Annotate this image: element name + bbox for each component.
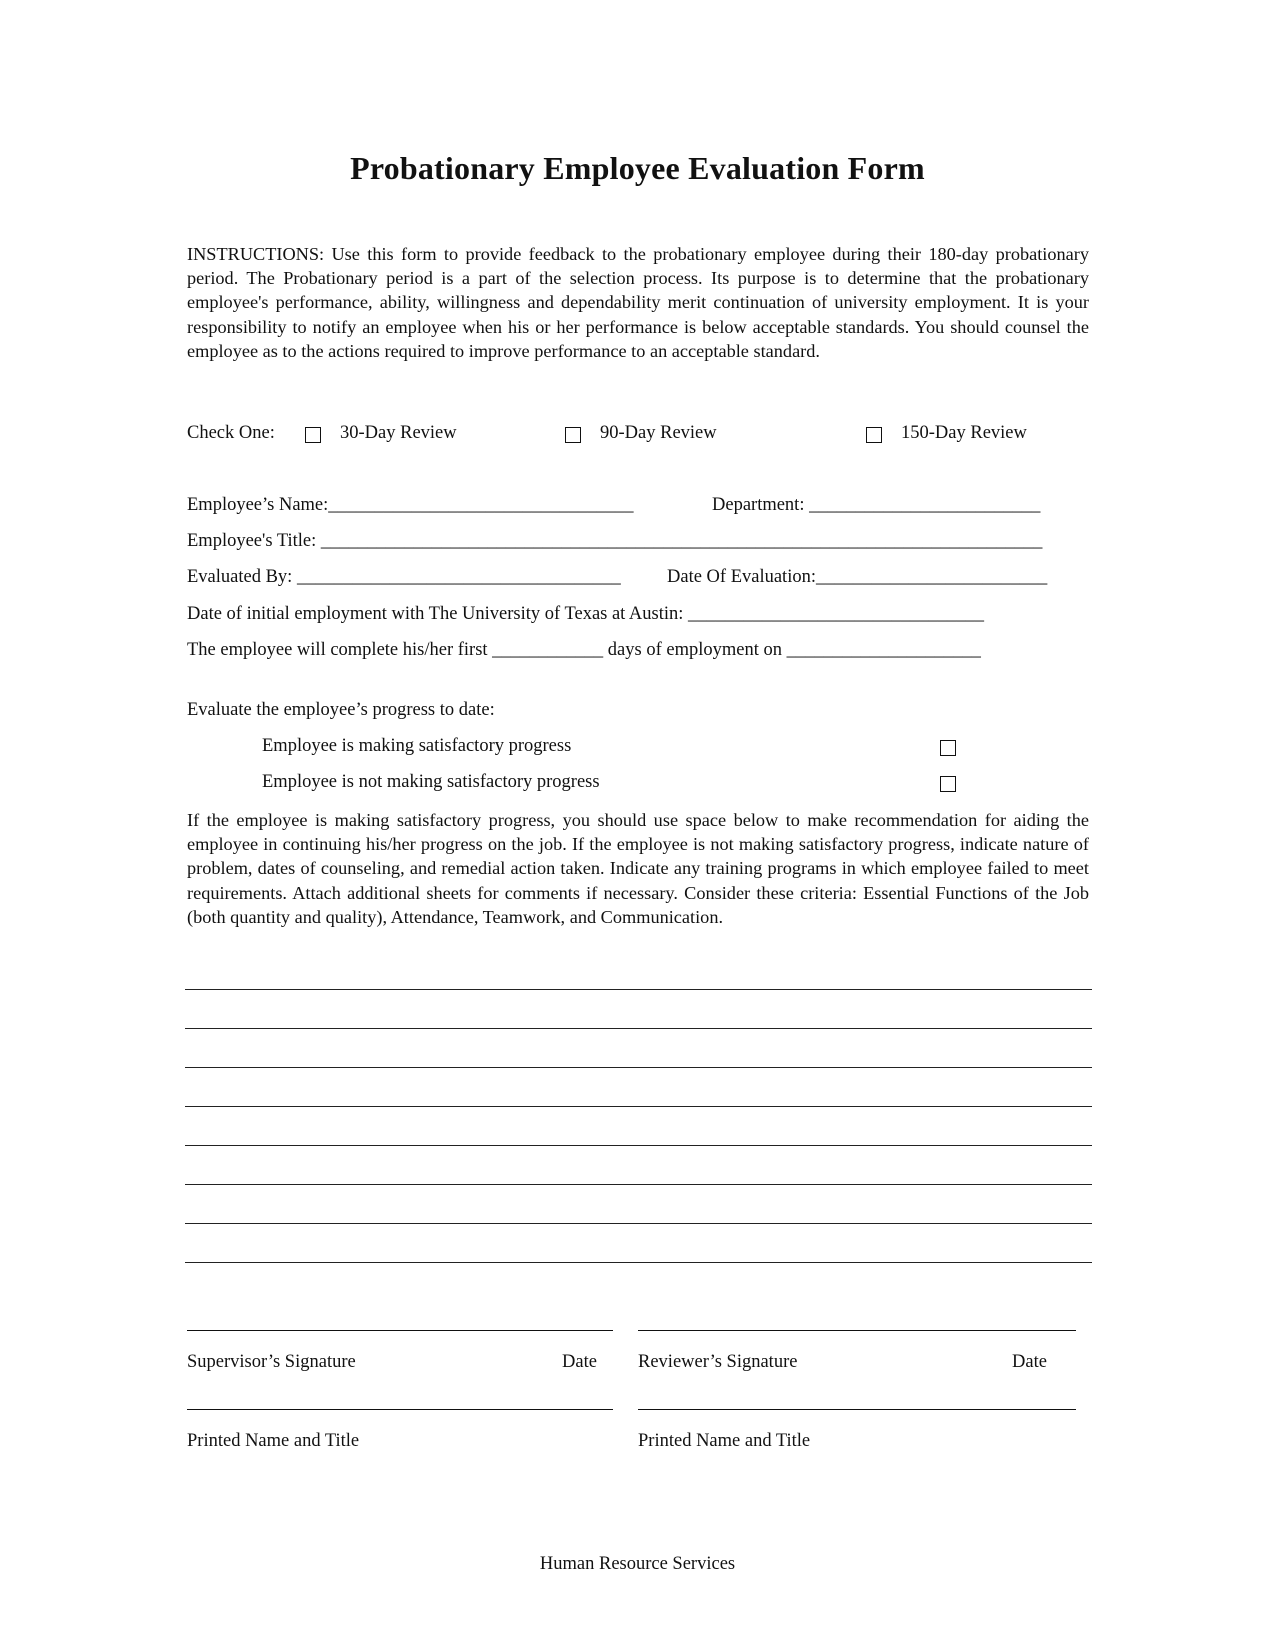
comment-line[interactable] <box>185 1067 1092 1068</box>
option-150-day-label: 150-Day Review <box>901 423 1027 443</box>
supervisor-signature-line[interactable] <box>187 1330 613 1331</box>
employee-title-field[interactable]: Employee's Title: ______________________________________________________________________________ <box>187 531 1043 551</box>
initial-employment-field[interactable]: Date of initial employment with The University of Texas at Austin: ________________________________ <box>187 604 985 624</box>
supervisor-signature-label: Supervisor’s Signature <box>187 1352 356 1372</box>
supervisor-date-label: Date <box>562 1352 597 1372</box>
comment-line[interactable] <box>185 1184 1092 1185</box>
comment-line[interactable] <box>185 1223 1092 1224</box>
satisfactory-label: Employee is making satisfactory progress <box>262 736 572 756</box>
instructions-paragraph: INSTRUCTIONS: Use this form to provide feedback to the probationary employee during their 180-day probationary period. The Probationary period is a part of the selection process. Its purpose is to determine that the probationary employee's performance, ability, willingness and dependability merit continuation of university employment. It is your responsibility to notify an employee when his or her performance is below acceptable standards. You should counsel the employee as to the actions required to improve performance to an acceptable standard. <box>187 244 1089 361</box>
reviewer-signature-label: Reviewer’s Signature <box>638 1352 798 1372</box>
option-90-day-label: 90-Day Review <box>600 423 717 443</box>
department-field[interactable]: Department: _________________________ <box>712 495 1041 515</box>
check-one-label: Check One: <box>187 423 275 443</box>
checkbox-30-day[interactable] <box>305 427 321 443</box>
employee-name-field[interactable]: Employee’s Name:_________________________________ <box>187 495 634 515</box>
printed-name-line-left[interactable] <box>187 1409 613 1410</box>
reviewer-date-label: Date <box>1012 1352 1047 1372</box>
guidance-paragraph: If the employee is making satisfactory progress, you should use space below to make recommendation for aiding the employee in continuing his/her progress on the job. If the employee is not making satisfactory progress, indicate nature of problem, dates of counseling, and remedial action taken. Indicate any training programs in which employee failed to meet requirements. Attach additional sheets for comments if necessary. Consider these criteria: Essential Functions of the Job (both quantity and quality), Attendance, Teamwork, and Communication. <box>187 810 1089 927</box>
printed-name-label-right: Printed Name and Title <box>638 1431 811 1451</box>
reviewer-signature-line[interactable] <box>638 1330 1076 1331</box>
date-of-evaluation-field[interactable]: Date Of Evaluation:_________________________ <box>667 567 1048 587</box>
checkbox-not-satisfactory[interactable] <box>940 776 956 792</box>
checkbox-150-day[interactable] <box>866 427 882 443</box>
evaluated-by-field[interactable]: Evaluated By: ___________________________________ <box>187 567 621 587</box>
comment-line[interactable] <box>185 1262 1092 1263</box>
checkbox-90-day[interactable] <box>565 427 581 443</box>
page-title: Probationary Employee Evaluation Form <box>350 150 925 186</box>
checkbox-satisfactory[interactable] <box>940 740 956 756</box>
complete-days-field[interactable]: The employee will complete his/her first ____________ days of employment on _____________________ <box>187 640 981 660</box>
not-satisfactory-label: Employee is not making satisfactory progress <box>262 772 600 792</box>
option-30-day-label: 30-Day Review <box>340 423 457 443</box>
comment-line[interactable] <box>185 1106 1092 1107</box>
comment-line[interactable] <box>185 1028 1092 1029</box>
printed-name-label-left: Printed Name and Title <box>187 1431 360 1451</box>
comment-line[interactable] <box>185 989 1092 990</box>
progress-prompt: Evaluate the employee’s progress to date: <box>187 700 495 720</box>
footer: Human Resource Services <box>539 1554 736 1574</box>
comment-line[interactable] <box>185 1145 1092 1146</box>
printed-name-line-right[interactable] <box>638 1409 1076 1410</box>
